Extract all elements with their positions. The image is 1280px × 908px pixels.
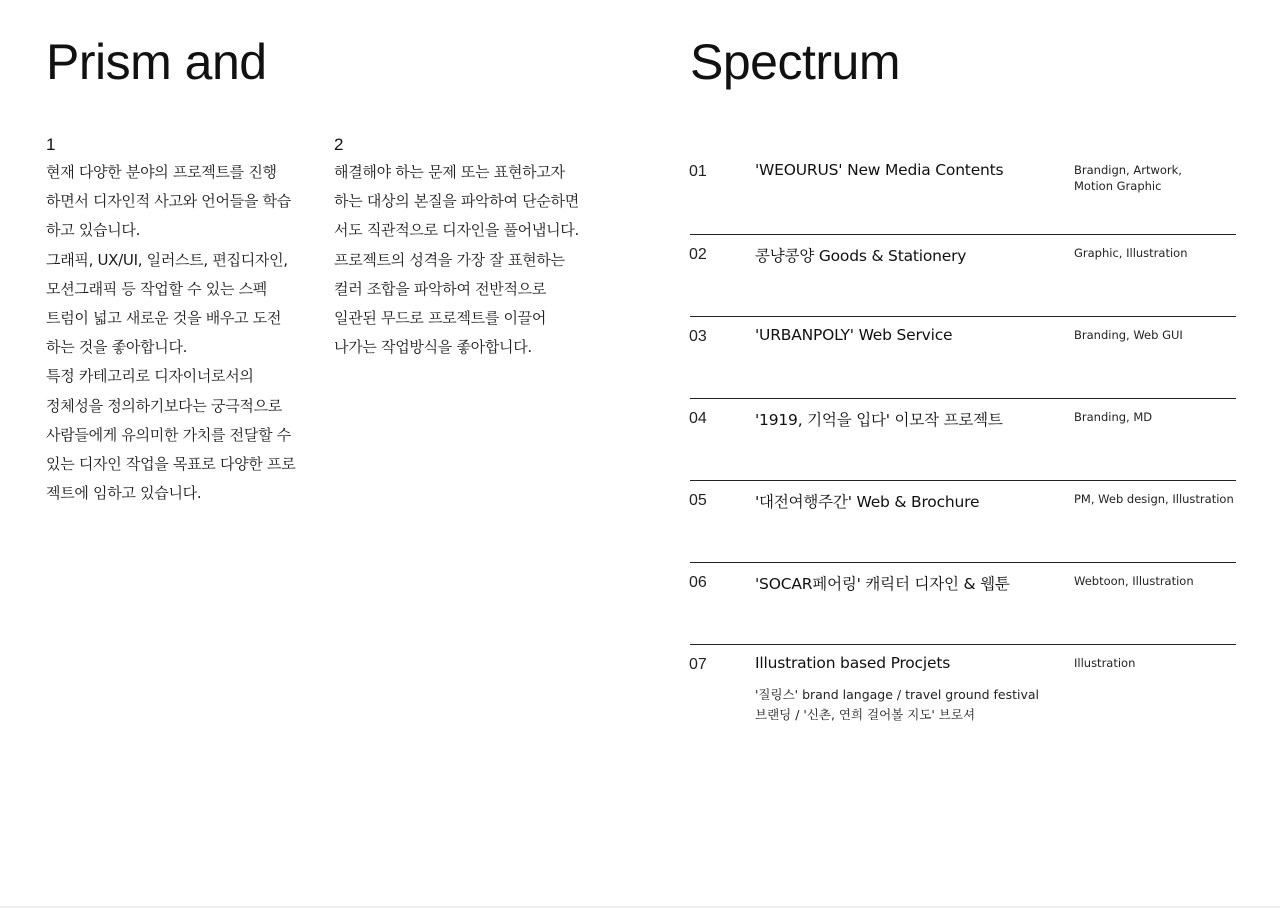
intro-paragraph	[334, 158, 604, 362]
intro-line: 하는 것을 좋아합니다.	[46, 338, 188, 357]
project-title[interactable]: '1919, 기억을 입다' 이모작 프로젝트	[755, 411, 1003, 429]
intro-line: 정체성을 정의하기보다는 궁극적으로	[46, 396, 282, 415]
intro-line: 프로젝트의 성격을 가장 잘 표현하는	[334, 250, 565, 269]
intro-line: 하면서 디자인적 사고와 언어들을 학습	[46, 192, 291, 211]
project-number: 07	[689, 656, 707, 673]
project-tag-line: Illustration	[1074, 656, 1136, 670]
project-title[interactable]: 콩냥콩양 Goods & Stationery	[755, 247, 967, 265]
intro-paragraph	[46, 158, 316, 508]
intro-line: 트럼이 넓고 새로운 것을 배우고 도전	[46, 309, 282, 328]
project-tags	[1074, 655, 1236, 671]
intro-line: 젝트에 임하고 있습니다.	[46, 484, 202, 503]
intro-line: 해결해야 하는 문제 또는 표현하고자	[334, 163, 565, 181]
project-item-05[interactable]	[690, 480, 1236, 562]
project-subtitle	[755, 685, 1039, 725]
page-title-right: Spectrum	[690, 34, 900, 90]
project-item-01[interactable]	[690, 152, 1236, 234]
project-list	[690, 152, 1236, 755]
project-tags	[1074, 245, 1236, 261]
intro-line: 서도 직관적으로 디자인을 풀어냅니다.	[334, 221, 579, 240]
project-tag-line: Motion Graphic	[1074, 179, 1162, 193]
project-item-03[interactable]	[690, 316, 1236, 398]
project-tag-line: Brandign, Artwork,	[1074, 163, 1182, 177]
intro-line: 일관된 무드로 프로젝트를 이끌어	[334, 309, 547, 328]
project-item-02[interactable]	[690, 234, 1236, 316]
project-subtitle-line: 브랜딩 / '신촌, 연희 걸어볼 지도' 브로셔	[755, 707, 976, 722]
intro-line: 나가는 작업방식을 좋아합니다.	[334, 338, 532, 357]
intro-line: 하고 있습니다.	[46, 221, 141, 240]
project-tag-line: PM, Web design, Illustration	[1074, 492, 1234, 506]
project-tag-line: Graphic, Illustration	[1074, 246, 1188, 260]
project-item-07[interactable]	[690, 644, 1236, 755]
intro-line: 있는 디자인 작업을 목표로 다양한 프로	[46, 455, 296, 474]
intro-line: 특정 카테고리로 디자이너로서의	[46, 367, 254, 386]
project-item-06[interactable]	[690, 562, 1236, 644]
project-tag-line: Branding, Web GUI	[1074, 328, 1183, 342]
project-tags	[1074, 573, 1236, 589]
project-title[interactable]: Illustration based Procjets	[755, 654, 951, 672]
intro-number: 1	[46, 135, 56, 154]
project-number: 05	[689, 492, 707, 509]
project-title[interactable]: '대전여행주간' Web & Brochure	[755, 493, 980, 511]
intro-column-1	[46, 134, 316, 508]
intro-line: 그래픽, UX/UI, 일러스트, 편집디자인,	[46, 250, 288, 269]
intro-line: 사람들에게 유의미한 가치를 전달할 수	[46, 425, 291, 444]
project-tags	[1074, 491, 1236, 507]
project-item-04[interactable]	[690, 398, 1236, 480]
intro-line: 모션그래픽 등 작업할 수 있는 스펙	[46, 279, 268, 298]
project-tags	[1074, 327, 1236, 343]
intro-line: 하는 대상의 본질을 파악하여 단순하면	[334, 192, 579, 211]
project-tags	[1074, 409, 1236, 425]
project-subtitle-line: '질링스' brand langage / travel ground festival	[755, 687, 1040, 702]
project-title[interactable]: 'URBANPOLY' Web Service	[755, 326, 953, 344]
intro-number: 2	[334, 135, 344, 154]
project-tag-line: Branding, MD	[1074, 410, 1153, 424]
intro-column-2	[334, 134, 604, 362]
project-title[interactable]: 'WEOURUS' New Media Contents	[755, 161, 1004, 179]
project-number: 03	[689, 328, 707, 345]
project-number: 02	[689, 246, 707, 263]
project-title[interactable]: 'SOCAR페어링' 캐릭터 디자인 & 웹툰	[755, 575, 1010, 593]
intro-line: 현재 다양한 분야의 프로젝트를 진행	[46, 163, 277, 181]
project-number: 06	[689, 574, 707, 591]
project-tags	[1074, 162, 1236, 194]
intro-line: 컬러 조합을 파악하여 전반적으로	[334, 279, 547, 298]
project-number: 01	[689, 163, 707, 180]
project-tag-line: Webtoon, Illustration	[1074, 574, 1194, 588]
project-number: 04	[689, 410, 707, 427]
page-title-left: Prism and	[46, 34, 267, 90]
